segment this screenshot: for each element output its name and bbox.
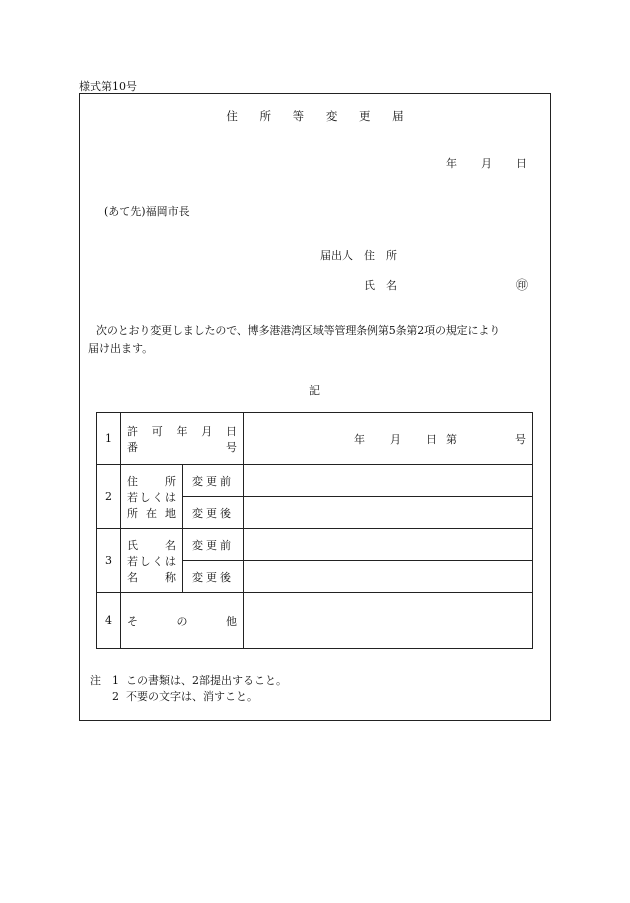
name-after-field[interactable] <box>244 561 533 593</box>
date-month-label: 月 <box>481 157 492 170</box>
address-label-cell <box>121 465 183 529</box>
applicant-name-label: 氏 名 <box>364 279 397 292</box>
permit-label-cell <box>121 413 244 465</box>
address-label-line: 所 在 地 <box>127 506 176 520</box>
name-before-label: 変更前 <box>183 529 244 561</box>
title-char: 届 <box>392 109 404 123</box>
applicant-prefix: 届出人 <box>320 249 353 262</box>
seal-mark: ㊞ <box>516 278 529 292</box>
ki-label: 記 <box>309 384 320 397</box>
name-label-line: 氏 名 <box>127 538 176 552</box>
address-after-label: 変更後 <box>183 497 244 529</box>
other-label-line: そ の 他 <box>127 614 237 628</box>
title-char: 所 <box>259 109 272 123</box>
form-number: 様式第10号 <box>79 80 137 93</box>
addressee: (あて先)福岡市長 <box>104 205 190 218</box>
form-title <box>0 108 630 124</box>
note-prefix: 注 <box>90 674 101 687</box>
name-before-field[interactable] <box>244 529 533 561</box>
permit-label-line1: 許 可 年 月 日 <box>127 424 237 438</box>
permit-value-labels: 年 月 日 第 号 <box>354 432 526 446</box>
table-row <box>97 593 533 649</box>
name-label-line: 若 し く は <box>127 554 176 568</box>
address-before-field[interactable] <box>244 465 533 497</box>
name-label-line: 名 称 <box>127 570 176 584</box>
body-text-line1: 次のとおり変更しましたので、博多港港湾区域等管理条例第5条第2項の規定により <box>96 324 501 337</box>
address-label-line: 若 し く は <box>127 490 176 504</box>
address-before-label: 変更前 <box>183 465 244 497</box>
title-char: 等 <box>292 109 305 123</box>
name-after-label: 変更後 <box>183 561 244 593</box>
row-number: 4 <box>97 593 121 649</box>
name-label-cell <box>121 529 183 593</box>
table-row <box>97 529 533 561</box>
note-text: この書類は、2部提出すること。 <box>126 674 287 687</box>
title-char: 住 <box>226 109 238 123</box>
note-1 <box>90 672 287 688</box>
note-number: 1 <box>112 674 119 687</box>
other-label-cell <box>121 593 244 649</box>
note-number: 2 <box>112 690 119 703</box>
date-day-label: 日 <box>516 157 527 170</box>
details-table <box>96 412 533 649</box>
address-label-line: 住 所 <box>127 474 176 488</box>
address-after-field[interactable] <box>244 497 533 529</box>
title-char: 変 <box>325 109 338 123</box>
note-text: 不要の文字は、消すこと。 <box>126 690 258 703</box>
date-year-label: 年 <box>446 157 457 170</box>
permit-label-line2: 番 号 <box>127 440 237 454</box>
row-number: 3 <box>97 529 121 593</box>
table-row <box>97 413 533 465</box>
row-number: 2 <box>97 465 121 529</box>
row-number: 1 <box>97 413 121 465</box>
other-field[interactable] <box>244 593 533 649</box>
table-row <box>97 465 533 497</box>
title-char: 更 <box>358 109 371 123</box>
permit-value-cell[interactable] <box>244 413 533 465</box>
applicant-address-label: 住 所 <box>364 249 397 262</box>
body-text-line2: 届け出ます。 <box>88 342 154 355</box>
note-2 <box>90 688 258 704</box>
